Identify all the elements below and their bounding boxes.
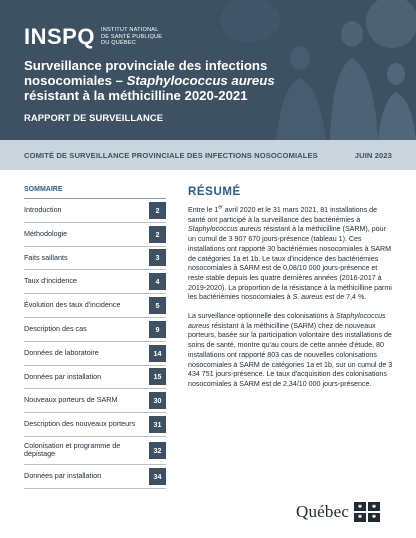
toc-item[interactable]: Évolution des taux d'incidence 5	[24, 294, 166, 318]
quebec-logo	[296, 502, 380, 522]
fleur-de-lis-flag-icon	[354, 502, 380, 522]
summary-section	[188, 186, 394, 399]
toc-item[interactable]: Données par installation 34	[24, 465, 166, 489]
toc-item[interactable]: Faits saillants 3	[24, 247, 166, 271]
summary-title: RÉSUMÉ	[188, 186, 241, 198]
toc-page-number: 4	[149, 273, 166, 290]
toc-page-number: 9	[149, 321, 166, 338]
quebec-wordmark: Québec	[296, 502, 350, 521]
toc-item[interactable]: Méthodologie 2	[24, 223, 166, 247]
toc-item[interactable]: Taux d'incidence 4	[24, 270, 166, 294]
committee-name: COMITÉ DE SURVEILLANCE PROVINCIALE DES INFECTIONS NOSOCOMIALES	[24, 150, 318, 160]
committee-bar	[0, 140, 416, 170]
toc-item[interactable]: Description des cas 9	[24, 318, 166, 342]
table-of-contents	[24, 186, 166, 489]
inspq-wordmark: INSPQ	[24, 24, 95, 49]
toc-item[interactable]: Colonisation et programme de dépistage 32	[24, 437, 166, 465]
inspq-subtitle: INSTITUT NATIONAL DE SANTÉ PUBLIQUE DU QUÉBEC	[100, 27, 163, 47]
summary-paragraph-2: La surveillance optionnelle des colonisations à Staphylococcus aureus résistant à la méthicilline (SARM) chez de nouveaux porteurs, basée sur la participation volontaire des installations de soins de santé, montre qu'au cours de cette année d'étude, 80 installations ont rapporté 803 cas de nouvelles colonisations nosocomiales à SARM de catégories 1a et 1b, sur un cumul de 3 434 751 jours-présence. Le taux d'acquisition des colonisations nosocomiales à SARM est de 2,34/10 000 jours-présence.	[188, 312, 393, 388]
cover-header	[0, 0, 416, 140]
toc-item[interactable]: Introduction 2	[24, 199, 166, 223]
inspq-logo	[24, 24, 162, 50]
toc-page-number: 32	[149, 442, 166, 459]
toc-title: SOMMAIRE	[24, 186, 166, 199]
toc-page-number: 14	[149, 345, 166, 362]
toc-page-number: 2	[149, 202, 166, 219]
toc-page-number: 3	[149, 249, 166, 266]
toc-item[interactable]: Données de laboratoire 14	[24, 342, 166, 366]
summary-paragraph-1: Entre le 1er avril 2020 et le 31 mars 2021, 81 installations de santé ont participé à la surveillance des bactériémies à Staphylococcus aureus résistant à la méthicilline (SARM), pour un cumul de 3 907 670 jours-présence (tableau 1). Ces installations ont rapporté 30 bactériémies nosocomiales à SARM de catégories 1a et 1b. Le taux d'incidence des bactériémies nosocomiales à SARM est de 0,08/10 000 jours-présence et reste stable depuis les quatre dernières années (2016-2017 à 2019-2020). La proportion de la résistance à la méthicilline parmi les bactériémies nosocomiales à S. aureus est de 7,4 %.	[188, 204, 392, 302]
toc-page-number: 15	[149, 368, 166, 385]
toc-page-number: 5	[149, 297, 166, 314]
document-title: Surveillance provinciale des infections nosocomiales – Staphylococcus aureus résistant à la méthicilline 2020-2021	[24, 58, 275, 103]
document-subtitle: RAPPORT DE SURVEILLANCE	[24, 112, 164, 123]
toc-page-number: 31	[149, 416, 166, 433]
toc-item[interactable]: Nouveaux porteurs de SARM 30	[24, 389, 166, 413]
toc-page-number: 34	[149, 468, 166, 485]
toc-page-number: 30	[149, 392, 166, 409]
toc-item[interactable]: Description des nouveaux porteurs 31	[24, 413, 166, 437]
toc-page-number: 2	[149, 226, 166, 243]
publication-date: JUIN 2023	[354, 150, 392, 160]
toc-item[interactable]: Données par installation 15	[24, 366, 166, 390]
